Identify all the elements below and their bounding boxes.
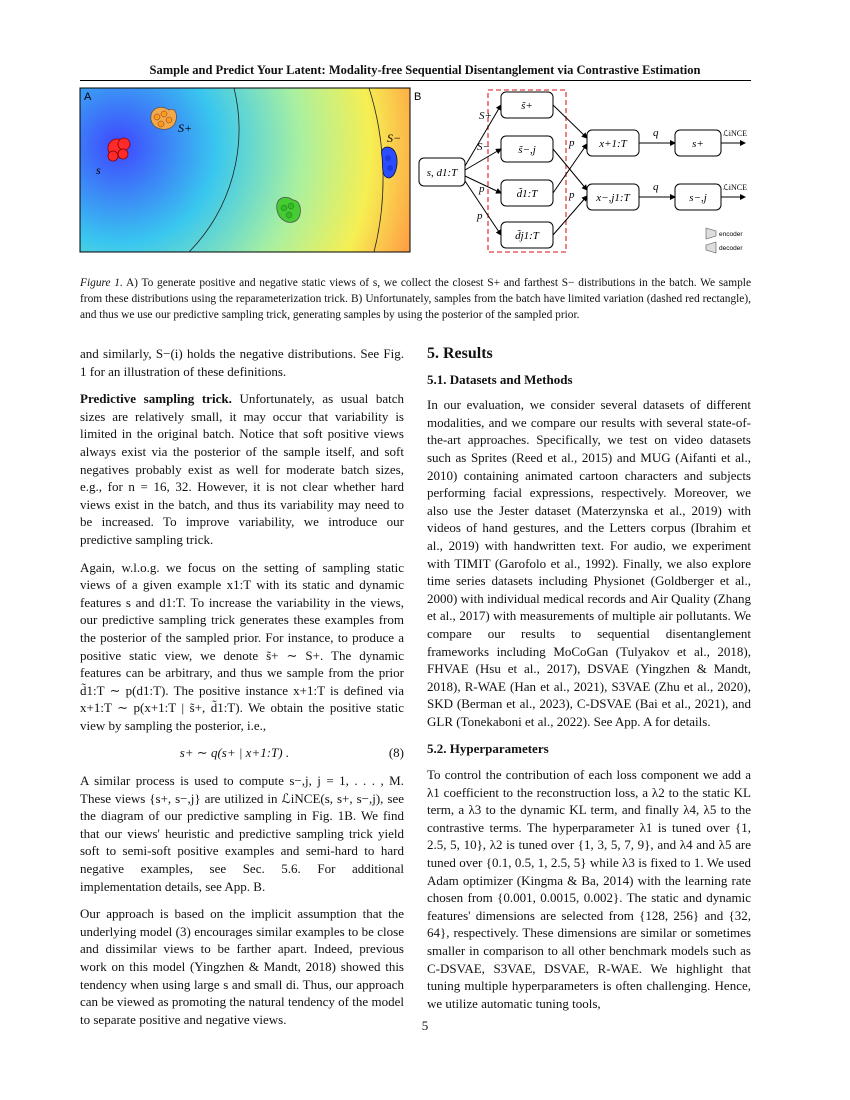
subsection-title: 5.2. Hyperparameters: [427, 741, 549, 757]
sample-s-cluster: [108, 138, 130, 161]
node-s-plus: s+: [692, 138, 704, 150]
loss-label-1: ℒiNCE: [723, 129, 747, 138]
paragraph: Again, w.l.o.g. we focus on the setting of sampling static views of a given example x1:T with its static and dynamic features s and d1:T. To increase the variability in the views, our predictive sampling trick generates these examples from the posterior of the sampled prior. For instance, to produce a positive static view, we denote s̃+ ∼ S+. The dynamic features can be arbitrary, and thus we sample from the prior d̃1:T ∼ p(d1:T). The positive instance x+1:T is defined via x+1:T ∼ p(x+1:T | s̃+, d̃1:T). We obtain the positive static view by sampling the posterior, i.e.,: [80, 559, 404, 733]
paper-running-title: Sample and Predict Your Latent: Modality-free Sequential Disentanglement via Contrastive Estimation: [149, 63, 701, 77]
edge-p-prior-2: p: [477, 210, 483, 222]
right-column: [427, 345, 751, 1022]
node-d-tilde: d̃1:T: [516, 188, 538, 200]
edge-q-2: q: [653, 181, 659, 193]
paragraph: To control the contribution of each loss component we add a λ1 coefficient to the reconstruction loss, a λ2 to the static KL term, a λ3 to the dynamic KL term, and finally λ4, λ5 to the contrastive terms. The hyperparameter λ1 is tuned over {1, 2.5, 5, 10}, λ2 is tuned over {1, 3, 5, 7, 9}, and λ4 and λ5 are tuned over {0.1, 0.5, 1, 2.5, 5} while λ3 is fixed to 1. We used Adam optimizer (Kingma & Ba, 2014) with the learning rate chosen from {0.001, 0.0015, 0.002}. The static and dynamic features' dimensions are selected from {128, 256} and {32, 64}, respectively. These dimensions are similar or sometimes smaller in comparison to all other benchmark models such as C-DSVAE, S3VAE, DSVAE, R-WAE. We highlight that tuning multiple hyperparameters is often challenging. Hence, we utilize automatic tuning tools,: [427, 767, 751, 1011]
edge-p-decoder-1: p: [569, 137, 575, 149]
node-s-tilde-plus: s̃+: [521, 100, 533, 112]
paragraph: In our evaluation, we consider several datasets of different modalities, and we compare our results with several state-of-the-art approaches. Specifically, we test on video datasets such as Sprites (Reed et al., 2015) and MUG (Aifanti et al., 2010) containing animated cartoon characters and subjects performing facial expressions, respectively. Moreover, we also use the Jester dataset (Materzynska et al., 2019) with videos of hand gestures, and the Letters corpus (Ibrahim et al., 2019) with handwritten text. For audio, we experiment with TIMIT (Garofolo et al., 1992). Finally, we also explore time series datasets including Physionet (Goldberger et al., 2000) with individual medical records and Air Quality (Zhang et al., 2017) with measurements of multiple air pollutants. We compare our results to sequential disentanglement frameworks including MoCoGan (Tulyakov et al., 2018), FHVAE (Hsu et al., 2017), DSVAE (Yingzhen & Mandt, 2018), R-WAE (Han et al., 2021), S3VAE (Zhu et al., 2020), SKD (Berman et al., 2023), C-DSVAE (Bai et al., 2021), and GLR (Tonekaboni et al., 2022). See App. A for details.: [427, 397, 751, 729]
edge-p-prior-1: p: [479, 183, 485, 195]
caption-text: A) To generate positive and negative static views of s, we collect the closest S+ and farthest S− distributions in the batch. We sample from these distributions using the reparameterization trick. B) Unfortunately, samples from the batch have limited variation (dashed red rectangle), and thus we use our predictive sampling trick, generating samples by using the posterior of the sampled prior.: [80, 277, 751, 321]
node-x-plus: x+1:T: [599, 138, 627, 150]
node-x-minus: x−,j1:T: [596, 192, 630, 204]
panel-b-label: B: [414, 91, 422, 103]
label-s-plus: S+: [178, 121, 193, 135]
caption-label: Figure 1.: [80, 277, 123, 289]
legend-decoder: decoder: [719, 245, 743, 252]
equation-8: [80, 744, 404, 762]
left-column: [80, 345, 404, 1038]
paragraph-predictive-sampling: [80, 390, 404, 548]
edge-p-decoder-2: p: [569, 189, 575, 201]
loss-label-2: ℒiNCE: [723, 183, 747, 192]
paragraph-body: Unfortunately, as usual batch sizes are relatively small, it may occur that variability is limited in the original batch. Notice that soft positive views always exist via the posterior of the sample itself, and soft negatives probably exist as well for moderate batch sizes, e.g., for n = 16, 32. However, it is not clear whether hard views exist in the batch, and thus its variability may need to be increased. To improve variability, we introduce our predictive sampling trick.: [80, 391, 405, 547]
paragraph-heading: Predictive sampling trick.: [80, 391, 232, 407]
legend-encoder: encoder: [719, 231, 743, 238]
edge-s-plus: S+: [479, 110, 492, 122]
figure-caption: [80, 275, 751, 323]
paragraph: Our approach is based on the implicit assumption that the underlying model (3) encourages similar examples to be close and dissimilar views to be farther apart. Indeed, previous work on this model (Yingzhen & Mandt, 2018) showed this tendency when using large s and small di. Thus, our approach can be viewed as promoting the natural tendency of the model to separate positive and negative views.: [80, 906, 404, 1027]
edge-s-minus: S−: [477, 141, 490, 153]
paragraph: and similarly, S−(i) holds the negative distributions. See Fig. 1 for an illustration of these definitions.: [80, 346, 404, 379]
panel-a-label: A: [84, 91, 92, 103]
decoder-legend-icon: [706, 242, 716, 253]
panel-a: [80, 88, 410, 252]
equation-body: s+ ∼ q(s+ | x+1:T) .: [179, 745, 290, 761]
label-s: s: [96, 163, 101, 177]
panel-b: [414, 90, 747, 253]
figure-1: [79, 86, 754, 258]
positive-cluster: [151, 107, 177, 129]
node-d-tilde-j: d̃j1:T: [515, 230, 539, 242]
negative-cluster: [382, 147, 397, 178]
equation-number: (8): [388, 745, 404, 761]
node-input-label: s, d1:T: [426, 167, 458, 179]
encoder-legend-icon: [706, 228, 716, 239]
section-title: 5. Results: [427, 345, 493, 362]
edge-q-1: q: [653, 127, 659, 139]
header-rule: [80, 80, 751, 81]
paragraph: A similar process is used to compute s−,j, j = 1, . . . , M. These views {s+, s−,j} are utilized in ℒiNCE(s, s+, s−,j), see the diagram of our predictive sampling in Fig. 1B. We find that our views' heuristic and predictive sampling trick yield soft to semi-soft positive examples and semi-hard to hard negative examples, see Sec. 5.6. For additional implementation details, see App. B.: [80, 773, 404, 894]
subsection-title: 5.1. Datasets and Methods: [427, 371, 573, 387]
node-s-minus: s−,j: [689, 192, 707, 204]
label-s-minus: S−: [387, 131, 402, 145]
page-number: 5: [421, 1018, 429, 1033]
node-s-tilde-minus: s̃−,j: [518, 144, 536, 156]
